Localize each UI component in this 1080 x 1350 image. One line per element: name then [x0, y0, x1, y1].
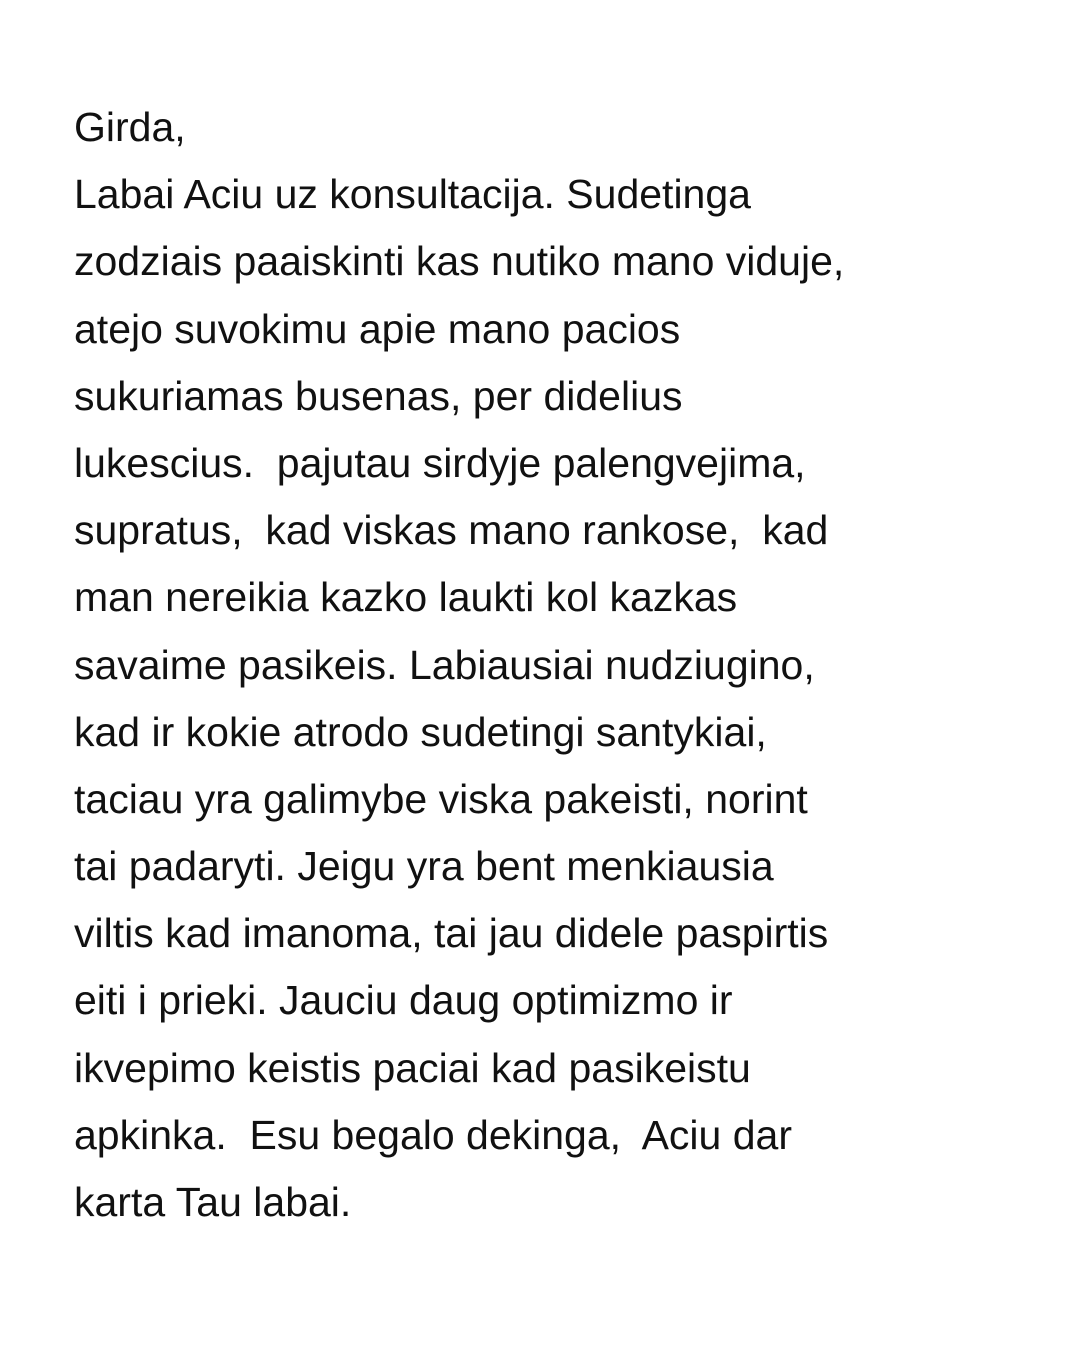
note-line: sukuriamas busenas, per didelius — [74, 372, 683, 419]
note-line: zodziais paaiskinti kas nutiko mano viduje, — [74, 238, 845, 285]
note-line: apkinka. Esu begalo dekinga, Aciu dar — [74, 1111, 792, 1158]
note-line: taciau yra galimybe viska pakeisti, norint — [74, 775, 808, 822]
note-text-block — [74, 94, 1034, 1236]
note-greeting: Girda, — [74, 104, 186, 150]
note-line: tai padaryti. Jeigu yra bent menkiausia — [74, 843, 774, 890]
note-line: lukescius. pajutau sirdyje palengvejima, — [74, 439, 806, 486]
note-line: kad ir kokie atrodo sudetingi santykiai, — [74, 708, 767, 755]
note-line: man nereikia kazko laukti kol kazkas — [74, 574, 738, 621]
note-line: ikvepimo keistis paciai kad pasikeistu — [74, 1044, 751, 1091]
note-line: viltis kad imanoma, tai jau didele paspirtis — [74, 910, 829, 957]
note-line: karta Tau labai. — [74, 1179, 352, 1225]
note-line: eiti i prieki. Jauciu daug optimizmo ir — [74, 977, 733, 1024]
note-line: Labai Aciu uz konsultacija. Sudetinga — [74, 171, 751, 218]
note-line: savaime pasikeis. Labiausiai nudziugino, — [74, 641, 815, 688]
note-line: supratus, kad viskas mano rankose, kad — [74, 507, 829, 554]
note-line: atejo suvokimu apie mano pacios — [74, 305, 681, 352]
